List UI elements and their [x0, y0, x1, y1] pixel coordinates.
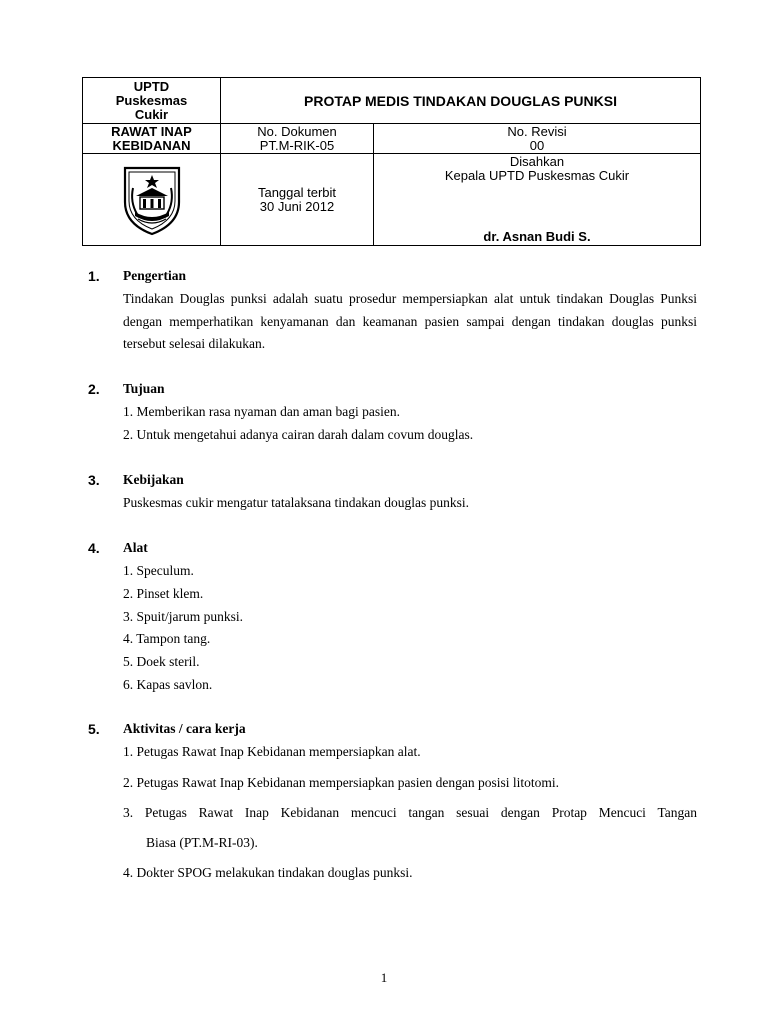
- section-number: 3.: [88, 472, 100, 488]
- section-body: Puskesmas cukir mengatur tatalaksana tindakan douglas punksi.: [123, 495, 470, 510]
- section-title: Pengertian: [123, 268, 186, 283]
- unit-name: RAWAT INAP KEBIDANAN: [83, 124, 221, 154]
- section-body: Tindakan Douglas punksi adalah suatu prosedur mempersiapkan alat untuk tindakan Douglas Punksi dengan memperhatikan kenyamanan dan keamanan pasien sampai dengan tindakan douglas punksi tersebut selesai dilakukan.: [123, 291, 697, 351]
- logo-cell: [83, 154, 221, 246]
- list-item: 2. Pinset klem.: [123, 586, 204, 601]
- signatory-name: dr. Asnan Budi S.: [483, 229, 591, 244]
- list-item: 2. Petugas Rawat Inap Kebidanan mempersiapkan pasien dengan posisi litotomi.: [123, 775, 560, 790]
- doc-number-label: No. Dokumen: [257, 123, 337, 139]
- list-item-continuation: Biasa (PT.M-RI-03).: [146, 835, 258, 850]
- approval-cell: [374, 154, 701, 246]
- org-name: UPTD Puskesmas Cukir: [83, 78, 221, 124]
- list-item: 4. Dokter SPOG melakukan tindakan douglas punksi.: [123, 865, 413, 880]
- section-number: 5.: [88, 721, 100, 737]
- section-title: Aktivitas / cara kerja: [123, 721, 246, 736]
- doc-number-cell: [221, 124, 374, 154]
- approval-authority: Kepala UPTD Puskesmas Cukir: [444, 168, 630, 183]
- section-number: 1.: [88, 268, 100, 284]
- list-item: 1. Memberikan rasa nyaman dan aman bagi pasien.: [123, 404, 401, 419]
- list-item: 4. Tampon tang.: [123, 631, 211, 646]
- issue-date-cell: [221, 154, 374, 246]
- revision-value: 00: [529, 137, 545, 153]
- list-item: 5. Doek steril.: [123, 654, 200, 669]
- document-title: PROTAP MEDIS TINDAKAN DOUGLAS PUNKSI: [221, 78, 701, 124]
- revision-cell: [374, 124, 701, 154]
- regency-coat-of-arms-icon: [119, 162, 185, 238]
- section-number: 4.: [88, 540, 100, 556]
- doc-number-value: PT.M-RIK-05: [259, 137, 335, 153]
- section-title: Kebijakan: [123, 472, 184, 487]
- approval-label: Disahkan: [509, 154, 565, 169]
- section-number: 2.: [88, 381, 100, 397]
- list-item: 3. Petugas Rawat Inap Kebidanan mencuci tangan sesuai dengan Protap Mencuci Tangan: [123, 805, 697, 820]
- list-item: 1. Speculum.: [123, 563, 194, 578]
- revision-label: No. Revisi: [507, 123, 567, 139]
- section-title: Tujuan: [123, 381, 165, 396]
- section-title: Alat: [123, 540, 148, 555]
- issue-date-label: Tanggal terbit: [257, 184, 337, 200]
- issue-date-value: 30 Juni 2012: [259, 198, 335, 214]
- list-item: 6. Kapas savlon.: [123, 677, 213, 692]
- list-item: 1. Petugas Rawat Inap Kebidanan mempersiapkan alat.: [123, 744, 421, 759]
- document-header-table: [82, 77, 701, 246]
- list-item: 3. Spuit/jarum punksi.: [123, 609, 244, 624]
- list-item: 2. Untuk mengetahui adanya cairan darah dalam covum douglas.: [123, 427, 474, 442]
- page-number: 1: [380, 970, 388, 985]
